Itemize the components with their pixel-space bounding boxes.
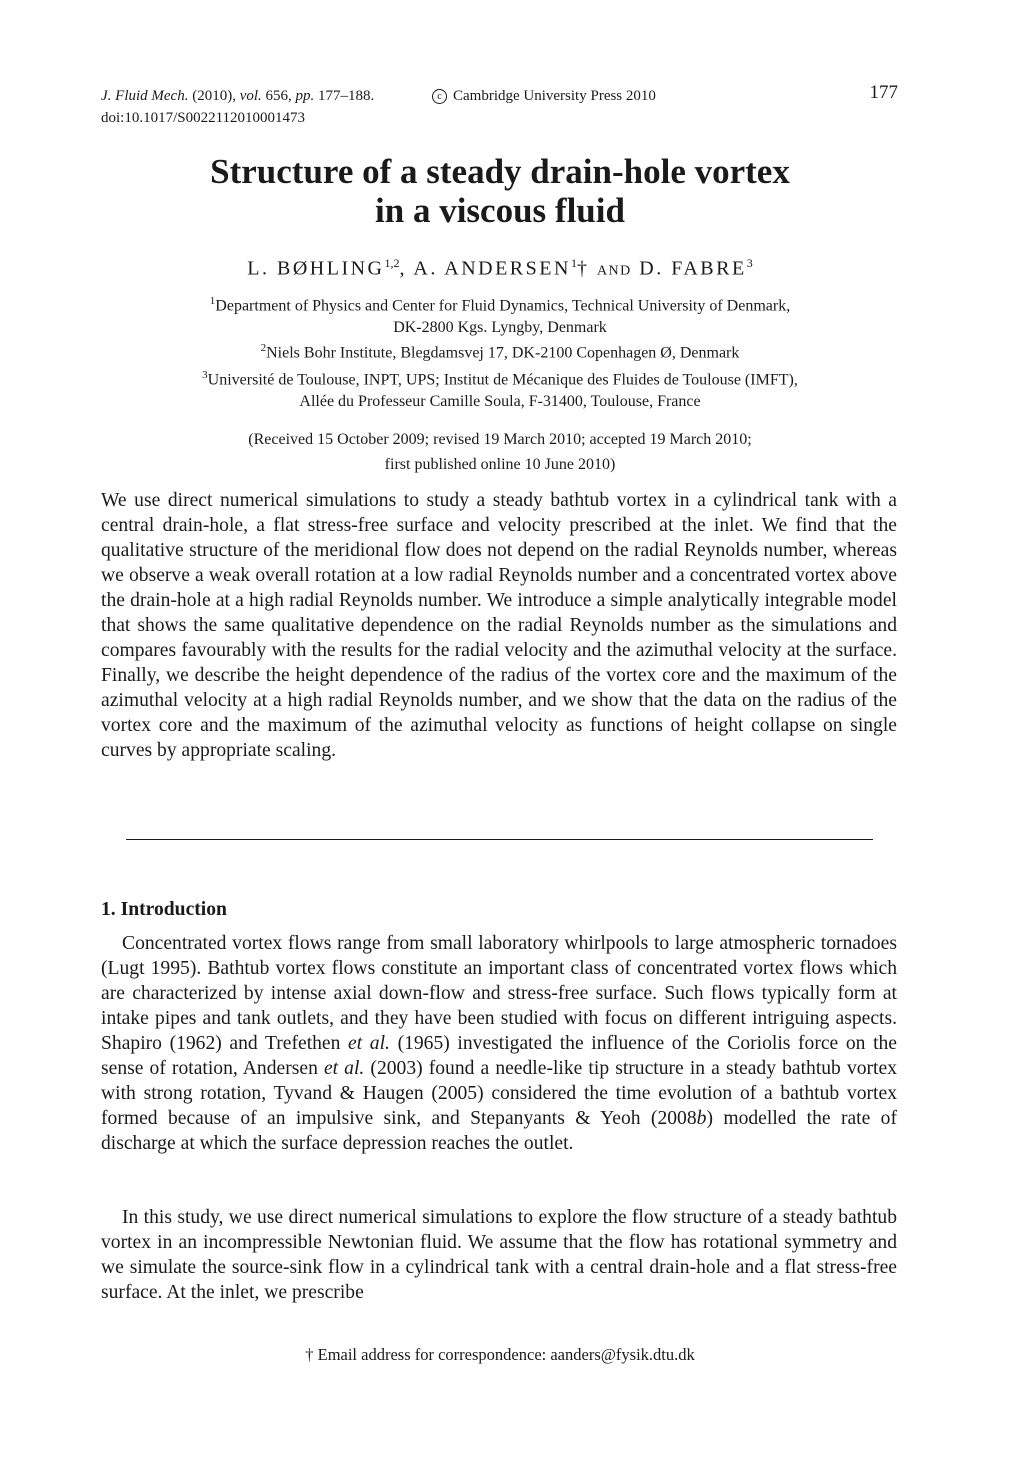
author-affiliation-marker: 1	[570, 256, 577, 270]
affiliation-line: Université de Toulouse, INPT, UPS; Institut de Mécanique des Fluides de Toulouse (IMFT),	[207, 371, 798, 389]
paragraph-italic: b	[696, 1108, 707, 1129]
copyright-text: Cambridge University Press 2010	[453, 88, 656, 104]
affiliation-line: Allée du Professeur Camille Soula, F-31400, Toulouse, France	[299, 393, 701, 411]
paragraph-italic: et al.	[348, 1033, 390, 1054]
paragraph-text: ) modelled the rate of discharge at which the surface depression reaches the outlet.	[101, 1108, 897, 1154]
pages-label: pp.	[295, 88, 315, 104]
author-list	[0, 256, 1000, 281]
journal-citation	[101, 86, 374, 106]
affiliation-marker: 1	[209, 295, 216, 307]
received-line: (Received 15 October 2009; revised 19 March 2010; accepted 19 March 2010;	[248, 431, 752, 448]
dagger-mark: †	[576, 257, 590, 280]
journal-name: J. Fluid Mech.	[101, 88, 189, 104]
author-affiliation-marker: 1,2	[384, 256, 400, 270]
title-line-2: in a viscous fluid	[375, 191, 625, 230]
abstract: We use direct numerical simulations to study a steady bathtub vortex in a cylindrical tank with a central drain-hole, a flat stress-free surface and velocity prescribed at the inlet. We find that the qualitative structure of the meridional flow does not depend on the radial Reynolds number, whereas we observe a weak overall rotation at a low radial Reynolds number and a concentrated vortex above the drain-hole at a high radial Reynolds number. We introduce a simple analytically integrable model that shows the same qualitative dependence on the radial Reynolds number as the simulations and compares favourably with the results for the radial velocity and the azimuthal velocity at the surface. Finally, we describe the height dependence of the radius of the vortex core and the maximum of the azimuthal velocity at a high radial Reynolds number, and we show that the data on the radius of the vortex core and the maximum of the azimuthal velocity as functions of height collapse on single curves by appropriate scaling.	[101, 490, 897, 761]
author-affiliation-marker: 3	[746, 256, 753, 270]
copyright-icon: c	[432, 89, 447, 104]
journal-year: (2010),	[192, 88, 236, 104]
affiliation	[0, 337, 1000, 364]
copyright-notice	[432, 86, 656, 106]
title-line-1: Structure of a steady drain-hole vortex	[210, 152, 790, 191]
received-line: first published online 10 June 2010)	[384, 456, 616, 473]
author-separator: ,	[399, 257, 414, 280]
abstract-divider	[126, 839, 873, 840]
affiliation-marker: 3	[202, 369, 208, 381]
author-name: D. FABRE	[639, 257, 747, 280]
affiliation-line: DK-2800 Kgs. Lyngby, Denmark	[393, 319, 607, 337]
affiliation	[0, 364, 1000, 413]
author-name: A. ANDERSEN	[413, 257, 571, 280]
volume-number: 656,	[265, 88, 292, 104]
paragraph-text: (1965) investigated the influence of the Coriolis force on the sense of rotation, Andersen	[101, 1033, 898, 1079]
volume-label: vol.	[239, 88, 262, 104]
body-paragraph	[101, 931, 897, 1156]
received-dates	[0, 427, 1000, 477]
affiliation-marker: 2	[260, 342, 267, 354]
paper-title	[0, 152, 1000, 230]
author-name: L. BØHLING	[247, 257, 385, 280]
page-range: 177–188.	[318, 88, 375, 104]
affiliation-line: Department of Physics and Center for Fluid Dynamics, Technical University of Denmark,	[215, 297, 791, 315]
affiliation	[0, 290, 1000, 339]
affiliation-line: Niels Bohr Institute, Blegdamsvej 17, DK-2100 Copenhagen Ø, Denmark	[266, 344, 740, 362]
body-paragraph: In this study, we use direct numerical simulations to explore the flow structure of a steady bathtub vortex in an incompressible Newtonian fluid. We assume that the flow has rotational symmetry and we simulate the source-sink flow in a cylindrical tank with a central drain-hole and a flat stress-free surface. At the inlet, we prescribe	[101, 1207, 897, 1303]
paragraph-text: Concentrated vortex flows range from small laboratory whirlpools to large atmospheric tornadoes (Lugt 1995). Bathtub vortex flows constitute an important class of concentrated vortex flows which are characterized by intense axial down-flow and stress-free surface. Such flows typically form at intake pipes and tank outlets, and they have been studied with focus on different intriguing aspects. Shapiro (1962) and Trefethen	[101, 933, 897, 1054]
section-heading: 1. Introduction	[101, 899, 227, 920]
paragraph-text: (2003) found a needle-like tip structure in a steady bathtub vortex with strong rotation, Tyvand & Haugen (2005) considered the time evolution of a bathtub vortex formed because of an impulsive sink, and Stepanyants & Yeoh (2008	[101, 1058, 897, 1129]
paragraph-italic: et al.	[323, 1058, 365, 1079]
doi: doi:10.1017/S0022112010001473	[101, 110, 306, 126]
correspondence-footnote: † Email address for correspondence: aanders@fysik.dtu.dk	[305, 1345, 695, 1364]
author-conjunction: AND	[596, 263, 632, 279]
page-number: 177	[869, 82, 898, 103]
